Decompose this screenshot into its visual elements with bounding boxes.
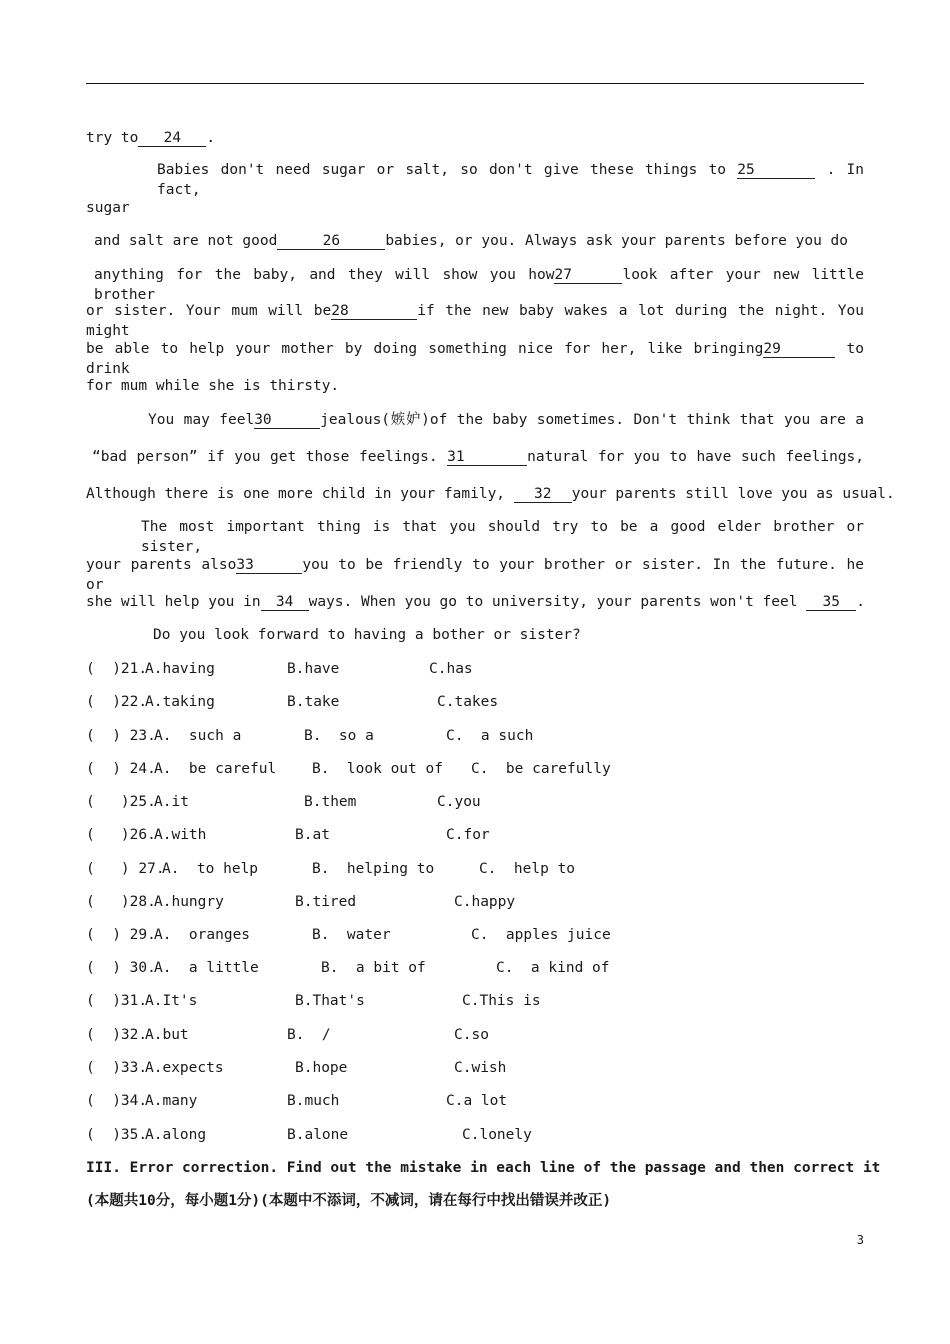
- blank-30: 30: [254, 412, 320, 429]
- option-b: B.hope: [295, 1060, 348, 1076]
- text: for mum while she is thirsty.: [86, 378, 340, 394]
- passage-line: [157, 160, 864, 200]
- option-a: A. such a: [154, 728, 242, 744]
- text: try to: [86, 130, 139, 146]
- text: if the new baby wakes a lot during the night. You might: [86, 303, 864, 339]
- blank-33: 33: [236, 557, 302, 574]
- text: Do you look forward to having a bother or sister?: [153, 627, 581, 643]
- option-b: B.tired: [295, 894, 357, 910]
- option-c: C.a lot: [446, 1093, 508, 1109]
- option-b: B.take: [287, 694, 340, 710]
- option-b: B. so a: [304, 728, 374, 744]
- option-c: C. be carefully: [471, 761, 611, 777]
- text: Although there is one more child in your family,: [86, 486, 506, 502]
- blank-26: 26: [277, 233, 385, 250]
- option-c: C.lonely: [462, 1127, 532, 1143]
- option-a: A. oranges: [154, 927, 251, 943]
- option-b: B.them: [304, 794, 357, 810]
- option-c: C.wish: [454, 1060, 507, 1076]
- passage-line: [92, 447, 864, 467]
- blank-34: 34: [261, 594, 309, 611]
- blank-25: 25: [737, 162, 815, 179]
- passage-line: [86, 592, 864, 612]
- question-number: ( )32.: [86, 1027, 148, 1043]
- blank-32: 32: [514, 486, 572, 503]
- text: .: [206, 130, 216, 146]
- passage-line: [86, 198, 864, 218]
- option-b: B.That's: [295, 993, 365, 1009]
- option-b: B.at: [295, 827, 330, 843]
- question-number: ( )34.: [86, 1093, 148, 1109]
- passage-line: [94, 265, 864, 305]
- section-instructions: (本题共10分，每小题1分)(本题中不添词，不减词，请在每行中找出错误并改正): [86, 1193, 612, 1209]
- text: and salt are not good: [94, 233, 278, 249]
- option-a: A. a little: [154, 960, 259, 976]
- blank-35: 35: [806, 594, 856, 611]
- option-b: B.much: [287, 1093, 340, 1109]
- option-a: A.hungry: [154, 894, 224, 910]
- text: your parents still love you as usual.: [571, 486, 895, 502]
- option-c: C.has: [429, 661, 473, 677]
- option-a: A.taking: [145, 694, 215, 710]
- blank-31: 31: [447, 449, 527, 466]
- option-c: C. help to: [479, 861, 576, 877]
- text: “bad person” if you get those feelings.: [92, 449, 438, 465]
- text: sugar: [86, 200, 130, 216]
- text: look after your new little brother: [94, 267, 864, 303]
- option-b: B. water: [312, 927, 391, 943]
- passage-line: [148, 410, 864, 430]
- passage-line: [94, 231, 872, 251]
- blank-28: 28: [331, 303, 417, 320]
- option-b: B. look out of: [312, 761, 443, 777]
- option-c: C.happy: [454, 894, 516, 910]
- option-a: A.many: [145, 1093, 198, 1109]
- question-number: ( ) 27.: [86, 861, 165, 877]
- blank-29: 29: [763, 341, 835, 358]
- question-number: ( )33.: [86, 1060, 148, 1076]
- question-number: ( ) 29.: [86, 927, 156, 943]
- header-rule: [86, 83, 864, 84]
- option-a: A. to help: [162, 861, 259, 877]
- option-b: B.have: [287, 661, 340, 677]
- text: babies, or you. Always ask your parents before you do: [385, 233, 849, 249]
- text: .: [856, 594, 865, 610]
- option-a: A.with: [154, 827, 207, 843]
- page-number: 3: [856, 1233, 864, 1247]
- question-number: ( ) 23.: [86, 728, 156, 744]
- passage-line: [141, 517, 864, 557]
- option-b: B. a bit of: [321, 960, 426, 976]
- question-number: ( )25.: [86, 794, 156, 810]
- option-c: C. a such: [446, 728, 534, 744]
- passage-line: [86, 376, 864, 396]
- option-c: C.takes: [437, 694, 499, 710]
- text: . In fact,: [157, 162, 865, 198]
- option-b: B. /: [287, 1027, 331, 1043]
- option-a: A. be careful: [154, 761, 277, 777]
- passage-line: [153, 625, 931, 645]
- option-a: A.it: [154, 794, 189, 810]
- option-a: A.but: [145, 1027, 189, 1043]
- text: The most important thing is that you should try to be a good elder brother or sister,: [141, 519, 864, 555]
- text: ways. When you go to university, your parents won't feel: [308, 594, 798, 610]
- question-number: ( )35.: [86, 1127, 148, 1143]
- text: natural for you to have such feelings,: [527, 449, 865, 465]
- text: Babies don't need sugar or salt, so don't give these things to: [157, 162, 727, 178]
- option-c: C. apples juice: [471, 927, 611, 943]
- text: anything for the baby, and they will show you how: [94, 267, 555, 283]
- question-number: ( )22.: [86, 694, 148, 710]
- option-b: B. helping to: [312, 861, 435, 877]
- text: jealous(嫉妒)of the baby sometimes. Don't think that you are a: [320, 412, 865, 428]
- passage-line: [86, 484, 895, 504]
- question-number: ( )26.: [86, 827, 156, 843]
- passage-line: [86, 128, 864, 148]
- option-c: C.for: [446, 827, 490, 843]
- text: to drink: [86, 341, 864, 377]
- passage-line: [86, 301, 864, 341]
- question-number: ( )31.: [86, 993, 148, 1009]
- option-c: C.so: [454, 1027, 489, 1043]
- option-c: C. a kind of: [496, 960, 610, 976]
- text: or sister. Your mum will be: [86, 303, 332, 319]
- question-number: ( ) 30.: [86, 960, 156, 976]
- question-number: ( )21.: [86, 661, 148, 677]
- passage-line: [86, 339, 864, 379]
- blank-27: 27: [554, 267, 622, 284]
- text: she will help you in: [86, 594, 261, 610]
- option-c: C.you: [437, 794, 481, 810]
- option-a: A.It's: [145, 993, 198, 1009]
- question-number: ( ) 24.: [86, 761, 156, 777]
- option-a: A.expects: [145, 1060, 224, 1076]
- blank-24: 24: [138, 130, 206, 147]
- text: You may feel: [148, 412, 255, 428]
- text: be able to help your mother by doing something nice for her, like bringing: [86, 341, 764, 357]
- option-a: A.having: [145, 661, 215, 677]
- option-b: B.alone: [287, 1127, 349, 1143]
- section-heading: III. Error correction. Find out the mistake in each line of the passage and then correct it: [86, 1160, 881, 1176]
- text: you to be friendly to your brother or sister. In the future. he or: [86, 557, 864, 593]
- text: your parents also: [86, 557, 237, 573]
- passage-line: [86, 555, 864, 595]
- option-a: A.along: [145, 1127, 207, 1143]
- question-number: ( )28.: [86, 894, 156, 910]
- option-c: C.This is: [462, 993, 541, 1009]
